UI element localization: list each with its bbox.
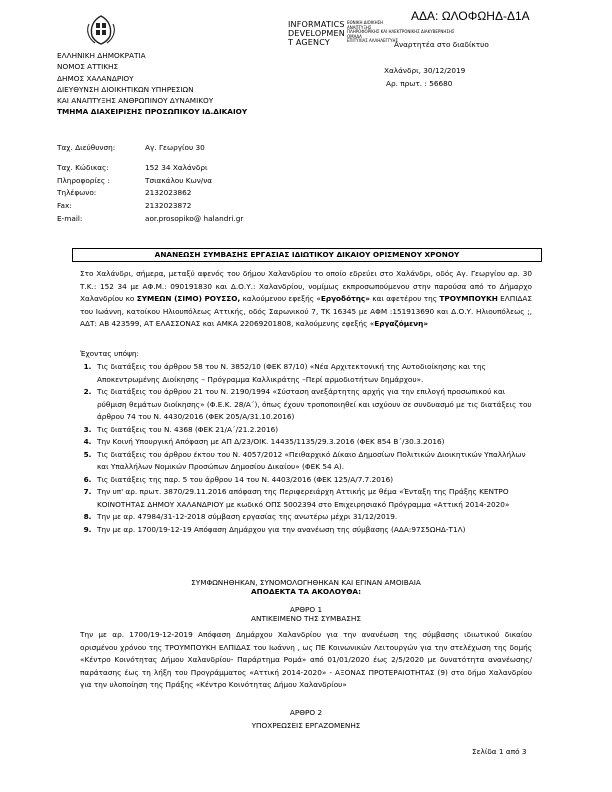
sender-block	[57, 50, 247, 118]
posted-online-label: Αναρτητέα στο διαδίκτυο	[394, 40, 489, 49]
sender-line: ΚΑΙ ΑΝΑΠΤΥΞΗΣ ΑΝΘΡΩΠΙΝΟΥ ΔΥΝΑΜΙΚΟΥ	[57, 96, 214, 106]
agreement-line: ΑΠΟΔΕΚΤΑ ΤΑ ΑΚΟΛΟΥΘΑ:	[251, 587, 361, 597]
employee-label: Εργαζόμενη»	[374, 319, 429, 329]
email-link[interactable]: aor.prosopiko@ halandri.gr	[145, 213, 244, 223]
contact-row	[57, 213, 243, 226]
list-item: 9. Την με αρ. 1700/19-12-19 Απόφαση Δημάρχου για την ανανέωση της σύμβασης (ΑΔΑ:97Σ5ΩΗΔ-Τ1Λ)	[94, 524, 532, 537]
contact-label: Fax:	[57, 201, 72, 211]
emblem-icon	[84, 14, 118, 46]
contact-row	[57, 175, 243, 188]
sender-line: ΔΙΕΥΘΥΝΣΗ ΔΙΟΙΚΗΤΙΚΩΝ ΥΠΗΡΕΣΙΩΝ	[57, 84, 194, 94]
ada-code: ΑΔΑ: ΩΛΟΦΩΗΔ-Δ1Α	[411, 9, 530, 23]
agency-logo	[288, 20, 350, 47]
contact-value: Αγ. Γεωργίου 30	[145, 143, 205, 152]
sender-line: ΕΛΛΗΝΙΚΗ ΔΗΜΟΚΡΑΤΙΑ	[57, 51, 146, 60]
considering-label: Έχοντας υπόψη:	[80, 349, 139, 358]
sender-line: ΝΟΜΟΣ ΑΤΤΙΚΗΣ	[57, 62, 119, 72]
list-item: 7. Την υπ' αρ. πρωτ. 3870/29.11.2016 απόφαση της Περιφερειάρχη Αττικής με θέμα «Ένταξη της Πράξης ΚΕΝΤΡΟ ΚΟΙΝΟΤΗΤΑΣ ΔΗΜΟΥ ΧΑΛΑΝΔΡΙΟΥ με κωδικό ΟΠΣ 5002394 στο Επιχειρησιακό Πρόγραμμα «Αττική 2014-2020»	[94, 486, 532, 511]
contact-value: Τσιακάλου Κων/να	[145, 175, 213, 185]
contact-row	[57, 162, 243, 175]
contact-row	[57, 200, 243, 213]
article-1-heading	[100, 605, 512, 623]
intro-text: Στο Χαλάνδρι, σήμερα, μεταξύ αφενός του δήμου Χαλανδρίου το οποίο εδρεύει στο Χαλάνδρι, οδός Αγ. Γεωργίου αρ. 30 Τ.Κ.: 152 34 με ΑΦ.Μ.: 090191830 και Δ.Ο.Υ.: Χαλανδρίου, νομίμως εκπροσωπούμενου στην παρούσα από το Δήμαρχο Χαλανδρίου κο	[80, 269, 532, 304]
list-item: 6. Τις διατάξεις της παρ. 5 του άρθρου 14 του Ν. 4403/2016 (ΦΕΚ 125/Α/7.7.2016)	[94, 474, 532, 487]
list-item: 5. Τις διατάξεις του άρθρου έκτου του Ν. 4057/2012 «Πειθαρχικό Δίκαιο Δημοσίων Πολιτικών Διοικητικών Υπαλλήλων και Υπαλλήλων Νομικών Προσώπων Δημοσίου Δικαίου» (ΦΕΚ 54 Α).	[94, 449, 532, 474]
list-item: 1. Τις διατάξεις του άρθρου 58 του Ν. 3852/10 (ΦΕΚ 87/10) «Νέα Αρχιτεκτονική της Αυτοδιοίκησης και της Αποκεντρωμένης Διοίκησης – Πρόγραμμα Καλλικράτης –Περί αρμοδιοτήτων δημάρχου».	[94, 361, 532, 386]
contact-label: Ταχ. Διεύθυνση:	[57, 143, 116, 152]
contact-row	[57, 187, 243, 200]
contact-value: 2132023872	[145, 201, 192, 211]
greek-emblem	[84, 14, 118, 46]
list-item: 3. Τις διατάξεις του Ν. 4368 (ΦΕΚ 21/Α΄/21.2.2016)	[94, 424, 532, 437]
article-subheading: ΥΠΟΧΡΕΩΣΕΙΣ ΕΡΓΑΖΟΜΕΝΗΣ	[251, 721, 361, 730]
agency-logo-small	[347, 20, 455, 44]
logo-small-line: ΑΝΑΠΤΥΞΗΣ	[347, 24, 372, 30]
employee-surname: ΤΡΟΥΜΠΟΥΚΗ	[439, 294, 498, 304]
intro-text: καλούμενου εφεξής «	[240, 294, 321, 304]
article-2-heading	[100, 706, 512, 732]
article-subheading: ΑΝΤΙΚΕΙΜΕΝΟ ΤΗΣ ΣΥΜΒΑΣΗΣ	[251, 614, 361, 624]
logo-small-line: ΕΘΝΙΚΗ ΔΙΟΙΚΗΣΗ	[347, 20, 384, 25]
intro-paragraph	[80, 268, 532, 331]
logo-small-line: ΠΛΗΡΟΦΟΡΙΚΗΣ ΚΑΙ ΗΛΕΚΤΡΟΝΙΚΗΣ ΔΙΑΚΥΒΕΡΝΗΣΗΣ	[347, 29, 455, 34]
list-item: 4. Την Κοινή Υπουργική Απόφαση με ΑΠ Δ/23/ΟΙΚ. 14435/1135/29.3.2016 (ΦΕΚ 854 Β΄/30.3.2016)	[94, 436, 532, 449]
intro-text: και αφετέρου της	[369, 294, 440, 304]
department-title: ΤΜΗΜΑ ΔΙΑΧΕΙΡΙΣΗΣ ΠΡΟΣΩΠΙΚΟΥ ΙΔ.ΔΙΚΑΙΟΥ	[57, 107, 248, 117]
contact-label: Πληροφορίες :	[57, 175, 110, 185]
considerations-list	[80, 361, 532, 536]
logo-small-line: ΟΜΑΔΑ	[347, 33, 362, 39]
list-item: 8. Την με αρ. 47984/31-12-2018 σύμβαση εργασίας της ανωτέρω μέχρι 31/12/2019.	[94, 511, 532, 524]
logo-line: DEVELOPMEN	[288, 29, 345, 38]
page-number: Σελίδα 1 από 3	[472, 747, 527, 756]
logo-small-line: ΕΠΙΤΥΧΙΑΣ ΑΛΛΗΛΕΓΓΥΗΣ	[347, 38, 398, 43]
sender-line: ΔΗΜΟΣ ΧΑΛΑΝΔΡΙΟΥ	[57, 73, 134, 83]
document-date: Χαλάνδρι, 30/12/2019	[384, 66, 466, 75]
article-number: ΑΡΘΡΟ 2	[289, 708, 323, 717]
mayor-name: ΣΥΜΕΩΝ (ΣΙΜΟ) ΡΟΥΣΣΟ,	[136, 294, 241, 304]
article-number: ΑΡΘΡΟ 1	[289, 605, 323, 614]
agreement-line: ΣΥΜΦΩΝΗΘΗΚΑΝ, ΣΥΝΟΜΟΛΟΓΗΘΗΚΑΝ ΚΑΙ ΕΓΙΝΑΝ ΑΜΟΙΒΑΙΑ	[191, 578, 421, 587]
contact-value: 2132023862	[145, 188, 192, 198]
contact-label: Τηλέφωνο:	[57, 188, 97, 198]
logo-line: INFORMATICS	[288, 20, 345, 29]
contact-label: Ταχ. Κώδικας:	[57, 162, 109, 172]
contact-details	[57, 142, 243, 226]
contact-row	[57, 142, 243, 155]
employer-label: Εργοδότης»	[320, 294, 370, 304]
protocol-number: Αρ. πρωτ. : 56680	[386, 79, 453, 88]
article-1-text: Την με αρ. 1700/19-12-2019 Απόφαση Δημάρχου Χαλανδρίου για την ανανέωση της σύμβασης ιδιωτικού δικαίου ορισμένου χρόνου της ΤΡΟΥΜΠΟΥΚΗ ΕΛΠΙΔΑΣ του Ιωάννη , ως ΠΕ Κοινωνικών Λειτουργών για την στελέχωση της δομής «Κέντρο Κοινότητας Δήμου Χαλανδρίου- Παράρτημα Ρομά» από 01/01/2020 έως 2/5/2020 με δυνατότητα ανανέωσης/παράτασης έως τη λήξη του Προγράμματος «Αττική 2014-2020» - ΑΞΟΝΑΣ ΠΡΟΤΕΡΑΙΟΤΗΤΑΣ (9) στο δήμο Χαλανδρίου για την υλοποίηση της Πράξης «Κέντρο Κοινότητας Δήμου Χαλανδρίου»	[80, 630, 532, 690]
contact-label: E-mail:	[57, 213, 83, 223]
list-item: 2. Τις διατάξεις του άρθρου 21 του Ν. 2190/1994 «Σύσταση ανεξάρτητης αρχής για την επιλογή προσωπικού και ρύθμιση θεμάτων διοίκησης» (Φ.Ε.Κ. 28/Α΄), όπως έχουν τροποποιηθεί και ισχύουν σε συνδυασμό με τις διατάξεις του άρθρου 74 του Ν. 4430/2016 (ΦΕΚ 205/Α/31.10.2016)	[94, 386, 532, 424]
document-title: ΑΝΑΝΕΩΣΗ ΣΥΜΒΑΣΗΣ ΕΡΓΑΣΙΑΣ ΙΔΙΩΤΙΚΟΥ ΔΙΚΑΙΟΥ ΟΡΙΣΜΕΝΟΥ ΧΡΟΝΟΥ	[72, 248, 542, 262]
contact-value: 152 34 Χαλάνδρι	[145, 162, 208, 172]
logo-line: T AGENCY	[288, 38, 330, 47]
intro-text: ΕΛΠΙΔΑΣ του Ιωάννη, κατοίκου Ηλιουπόλεως Αττικής, οδός Σαρωνικού 7, ΤΚ 16345 με ΑΦΜ :151913690 και Δ.Ο.Υ. Ηλιουπόλεως ;, ΑΔΤ: ΑΒ 423599, ΑΤ ΕΛΑΣΣΟΝΑΣ και ΑΜΚΑ 22069201808, καλούμενης εφεξής «	[80, 294, 533, 329]
agreement-heading	[100, 578, 512, 596]
